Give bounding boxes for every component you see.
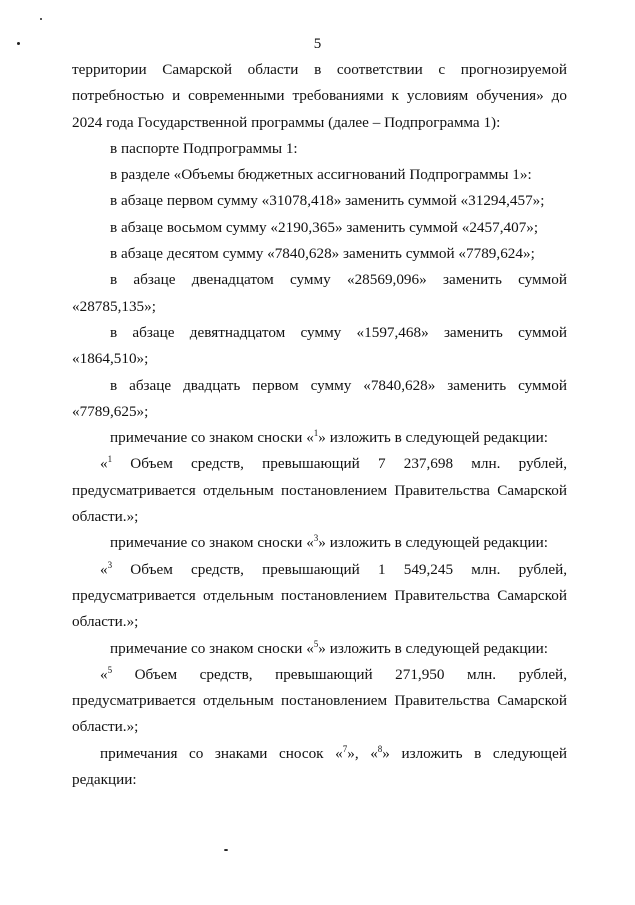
paragraph-nineteenth-abzats: в абзаце девятнадцатом сумму «1597,468» заменить суммой «1864,510»;	[72, 323, 567, 368]
paragraph-tenth-abzats: в абзаце десятом сумму «7840,628» заменить суммой «7789,624»;	[110, 245, 535, 263]
paragraph-section-budget: в разделе «Объемы бюджетных ассигнований Подпрограммы 1»:	[110, 166, 532, 184]
note-intro-5: примечание со знаком сноски «$^5$» изложить в следующей редакции:	[110, 638, 549, 657]
note-text-3: «$^3$ Объем средств, превышающий 1 549,245 млн. рублей, предусматривается отдельным постановлением Правительства Самарской области.»;	[72, 559, 567, 631]
paragraph-passport: в паспорте Подпрограммы 1:	[110, 139, 298, 157]
footnote-mark: 5	[313, 638, 319, 649]
paragraph-twelfth-abzats: в абзаце двенадцатом сумму «28569,096» заменить суммой «28785,135»;	[72, 271, 567, 315]
notes-7-8-intro: примечания со знаками сносок «$^7$», «$^8$» изложить в следующей редакции:	[72, 743, 567, 789]
footnote-mark: 1	[313, 428, 319, 439]
note-text-1: «$^1$ Объем средств, превышающий 7 237,698 млн. рублей, предусматривается отдельным постановлением Правительства Самарской области.»;	[72, 454, 567, 526]
paragraph-twenty-first-abzats: в абзаце двадцать первом сумму «7840,628» заменить суммой «7789,625»;	[72, 376, 567, 420]
footnote-mark: 7	[342, 743, 348, 754]
paragraph-first-abzats: в абзаце первом сумму «31078,418» заменить суммой «31294,457»;	[110, 192, 545, 210]
footnote-mark: 5	[107, 664, 113, 675]
footnote-mark: 1	[107, 454, 113, 465]
paragraph-eighth-abzats: в абзаце восьмом сумму «2190,365» заменить суммой «2457,407»;	[110, 218, 539, 236]
paragraph-subprogram-intro: территории Самарской области в соответствии с прогнозируемой потребностью и современными требованиями к условиям обучения» до 2024 года Государственной программы (далее – Подпрограмма 1):	[72, 61, 567, 131]
note-intro-1: примечание со знаком сноски «$^1$» изложить в следующей редакции:	[110, 428, 549, 447]
footnote-mark: 3	[107, 559, 113, 570]
scan-speck	[224, 849, 228, 851]
page-number: 5	[313, 36, 322, 52]
scan-speck	[40, 18, 42, 20]
note-intro-3: примечание со знаком сноски «$^3$» изложить в следующей редакции:	[110, 533, 549, 552]
document-body	[72, 57, 567, 793]
footnote-mark: 3	[313, 533, 319, 544]
note-text-5: «$^5$ Объем средств, превышающий 271,950 млн. рублей, предусматривается отдельным постановлением Правительства Самарской области.»;	[72, 664, 567, 736]
footnote-mark: 8	[377, 743, 383, 754]
